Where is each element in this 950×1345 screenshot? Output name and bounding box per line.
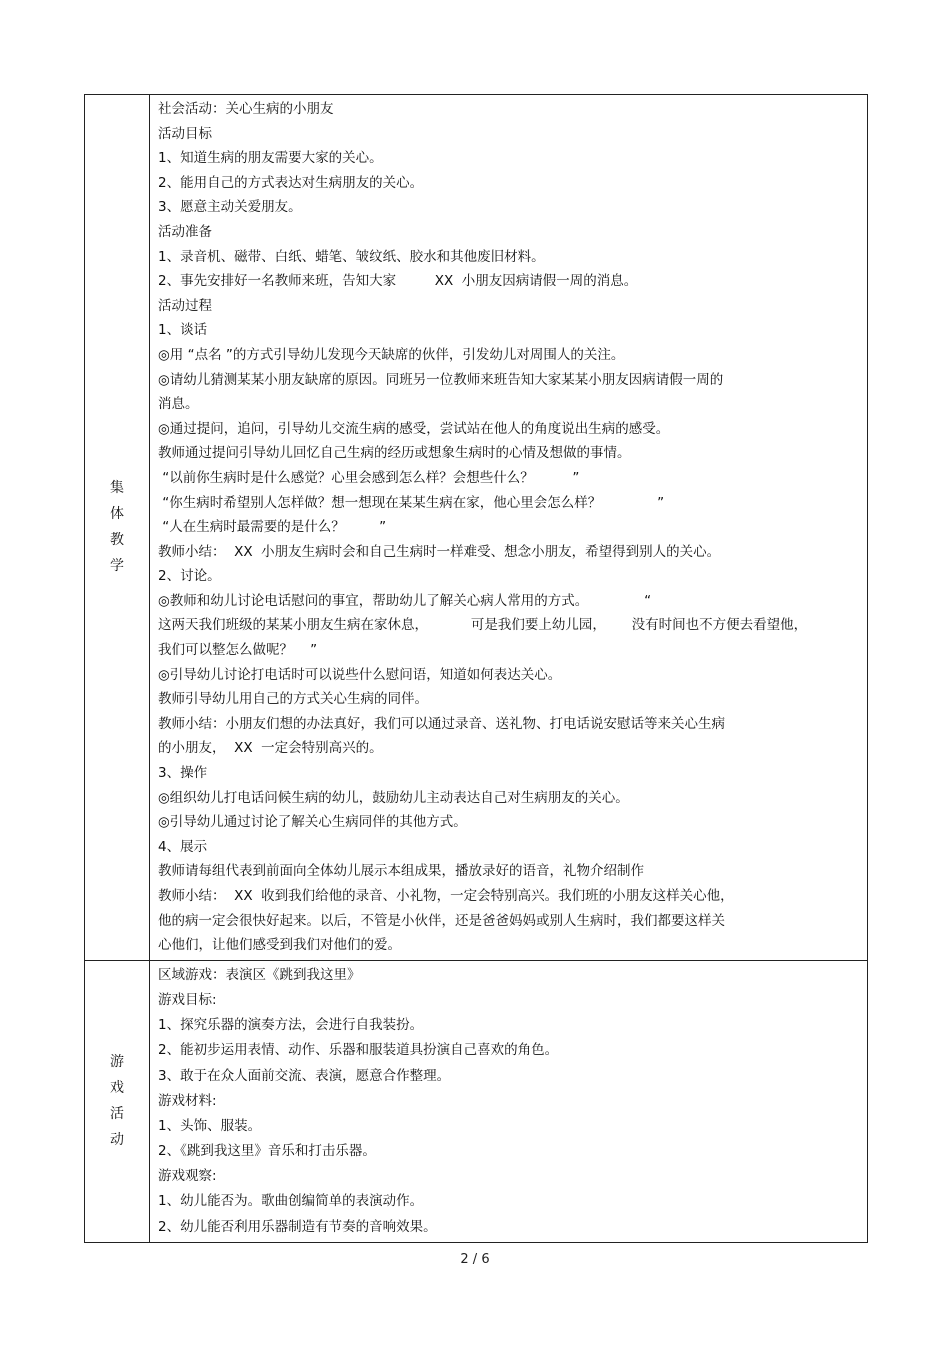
section-label-char: 戏 (110, 1080, 124, 1097)
text-line: “人在生病时最需要的是什么？ ” (158, 519, 387, 536)
section-content (150, 95, 868, 961)
text-line: “你生病时希望别人怎样做？想一想现在某某生病在家，他心里会怎么样？ ” (158, 494, 665, 511)
text-line: 1、知道生病的朋友需要大家的关心。 (158, 150, 383, 167)
section-label-char: 学 (110, 558, 124, 575)
text-line: 1、谈话 (158, 322, 208, 339)
text-line: ◎引导幼儿通过讨论了解关心生病同伴的其他方式。 (158, 814, 467, 831)
section-label-cell (85, 95, 150, 961)
page-number: 2 / 6 (460, 1252, 490, 1267)
text-line: 教师通过提问引导幼儿回忆自己生病的经历或想象生病时的心情及想做的事情。 (158, 445, 631, 462)
text-line: 2、事先安排好一名教师来班，告知大家 XX 小朋友因病请假一周的消息。 (158, 273, 638, 290)
text-line: 这两天我们班级的某某小朋友生病在家休息， 可是我们要上幼儿园， 没有时间也不方便去看望他， (158, 617, 808, 634)
text-line: 2、能初步运用表情、动作、乐器和服装道具扮演自己喜欢的角色。 (158, 1042, 559, 1059)
text-line: 教师小结： XX 收到我们给他的录音、小礼物，一定会特别高兴。我们班的小朋友这样关心他， (158, 888, 734, 904)
text-line: “以前你生病时是什么感觉？心里会感到怎么样？会想些什么？ ” (158, 469, 580, 486)
section-label-char: 动 (110, 1132, 124, 1149)
text-line: 活动过程 (158, 297, 212, 314)
text-line: ◎组织幼儿打电话问候生病的幼儿，鼓励幼儿主动表达自己对生病朋友的关心。 (158, 789, 629, 806)
section-label-cell (85, 960, 150, 1242)
text-line: 4、展示 (158, 838, 208, 855)
text-line: 3、愿意主动关爱朋友。 (158, 199, 302, 216)
text-line: 活动目标 (158, 125, 212, 142)
section-label-char: 游 (110, 1054, 124, 1071)
text-line: ◎教师和幼儿讨论电话慰问的事宜，帮助幼儿了解关心病人常用的方式。 “ (158, 592, 652, 609)
text-line: 心他们，让他们感受到我们对他们的爱。 (158, 937, 401, 954)
text-line: 2、《跳到我这里》音乐和打击乐器。 (158, 1143, 376, 1160)
text-line: 游戏目标: (158, 991, 217, 1008)
text-line: 他的病一定会很快好起来。以后，不管是小伙伴，还是爸爸妈妈或别人生病时，我们都要这样关 (158, 912, 725, 929)
section-row-group-teaching (85, 95, 868, 961)
text-line: 教师引导幼儿用自己的方式关心生病的同伴。 (158, 691, 428, 708)
text-line: 1、录音机、磁带、白纸、蜡笔、皱纹纸、胶水和其他废旧材料。 (158, 248, 545, 265)
section-label-char: 活 (110, 1106, 124, 1123)
text-line: ◎引导幼儿讨论打电话时可以说些什么慰问语，知道如何表达关心。 (158, 666, 562, 683)
text-line: 教师请每组代表到前面向全体幼儿展示本组成果，播放录好的语音，礼物介绍制作 (158, 863, 644, 880)
text-line: 1、头饰、服装。 (158, 1117, 262, 1134)
text-line: ◎请幼儿猜测某某小朋友缺席的原因。同班另一位教师来班告知大家某某小朋友因病请假一周的 (158, 371, 724, 388)
section-content (150, 960, 868, 1242)
lesson-plan-table (84, 94, 868, 1243)
text-line: 区域游戏：表演区《跳到我这里》 (158, 966, 361, 983)
text-line: 3、操作 (158, 765, 208, 782)
text-line: 的小朋友， XX 一定会特别高兴的。 (158, 740, 383, 757)
section-label-char: 体 (110, 506, 124, 523)
section-label-char: 教 (110, 532, 124, 549)
text-line: 2、讨论。 (158, 568, 221, 585)
text-line: 教师小结：小朋友们想的办法真好，我们可以通过录音、送礼物、打电话说安慰话等来关心生病 (158, 715, 725, 732)
text-line: 我们可以整怎么做呢？ ” (158, 642, 318, 659)
text-line: 游戏材料: (158, 1092, 217, 1109)
text-line: 2、幼儿能否利用乐器制造有节奏的音响效果。 (158, 1218, 437, 1235)
section-label (110, 1049, 124, 1153)
text-line: ◎用 “点名 ”的方式引导幼儿发现今天缺席的伙伴，引发幼儿对周围人的关注。 (158, 346, 625, 363)
section-label-char: 集 (110, 480, 124, 497)
text-line: 2、能用自己的方式表达对生病朋友的关心。 (158, 174, 424, 191)
section-row-game-activity (85, 960, 868, 1242)
text-line: 社会活动：关心生病的小朋友 (158, 101, 334, 117)
text-line: 教师小结： XX 小朋友生病时会和自己生病时一样难受、想念小朋友，希望得到别人的关心。 (158, 543, 721, 560)
text-line: 1、幼儿能否为。歌曲创编简单的表演动作。 (158, 1193, 424, 1210)
text-line: ◎通过提问，追问，引导幼儿交流生病的感受，尝试站在他人的角度说出生病的感受。 (158, 420, 670, 437)
text-line: 活动准备 (158, 223, 212, 240)
section-label (110, 475, 124, 579)
text-line: 1、探究乐器的演奏方法，会进行自我装扮。 (158, 1017, 424, 1034)
text-line: 3、敢于在众人面前交流、表演，愿意合作整理。 (158, 1067, 451, 1084)
text-line: 消息。 (158, 396, 199, 413)
text-line: 游戏观察: (158, 1168, 217, 1185)
